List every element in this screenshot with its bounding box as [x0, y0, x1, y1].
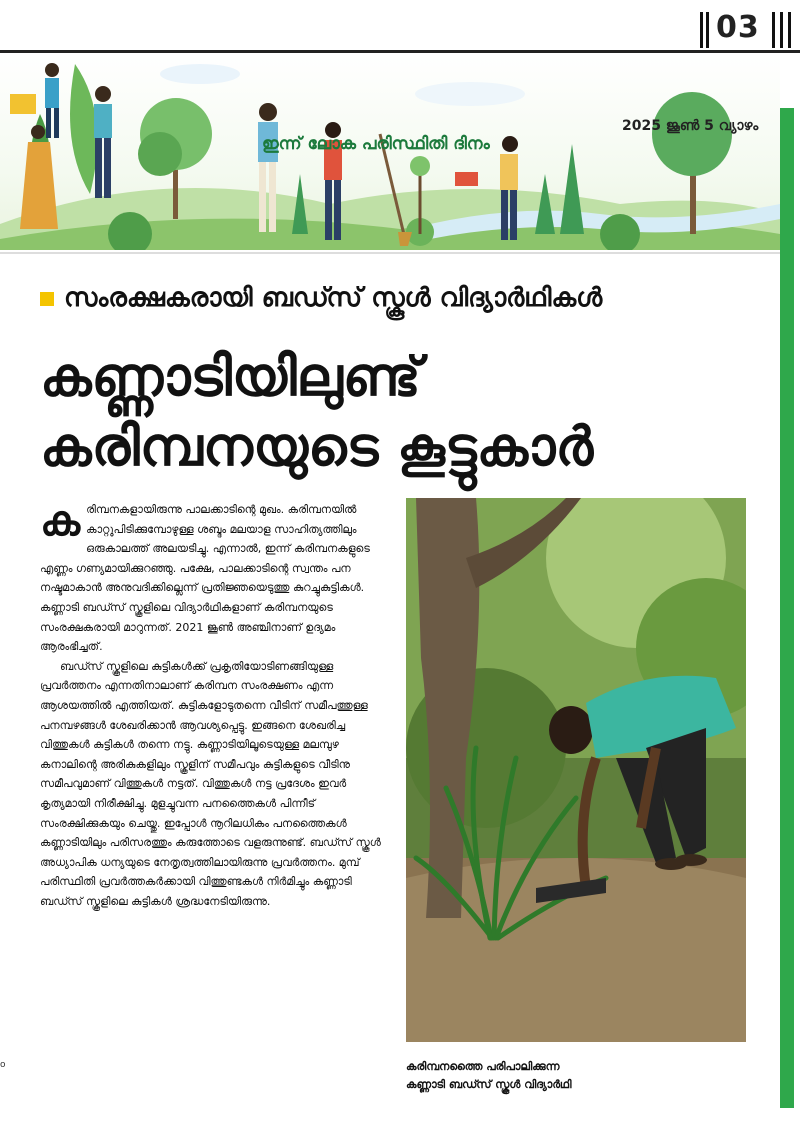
photo-caption	[406, 1058, 746, 1094]
kicker-square-icon	[40, 292, 54, 306]
drop-cap: ക	[40, 496, 81, 545]
article-kicker	[40, 283, 602, 314]
page-number-bar	[780, 12, 783, 48]
paragraph-1	[40, 496, 395, 657]
page-number-block	[696, 6, 800, 50]
banner-title: ഇന്ന് ലോക പരിസ്ഥിതി ദിനം	[262, 134, 490, 154]
page-number-bar	[700, 12, 703, 48]
caption-line-1: കരിമ്പനത്തൈ പരിപാലിക്കുന്ന	[406, 1060, 560, 1073]
margin-mark: o	[0, 1060, 6, 1070]
issue-date: 2025 ജൂൺ 5 വ്യാഴം	[622, 118, 759, 134]
headline-line-2: കരിമ്പനയുടെ കൂട്ടുകാർ	[40, 415, 594, 478]
page-number-bar	[788, 12, 791, 48]
paragraph-1-text: രിമ്പനകളായിരുന്നു പാലക്കാടിന്റെ മുഖം. കരിമ്പനയിൽ കാറ്റുപിടിക്കുമ്പോഴുള്ള ശബ്ദം മലയാള സാഹിത്യത്തിലും ഒരുകാലത്ത് അലയടിച്ചു. എന്നാൽ, ഇന്ന് കരിമ്പനകളുടെ എണ്ണം ഗണ്യമായിക്കുറഞ്ഞു. പക്ഷേ, പാലക്കാടിന്റെ സ്വന്തം പന നഷ്ടമാകാൻ അനുവദിക്കില്ലെന്ന് പ്രതിജ്ഞയെടുത്തു കുറച്ചുകുട്ടികൾ. കണ്ണാടി ബഡ്സ് സ്കൂളിലെ വിദ്യാർഥികളാണ് കരിമ്പനയുടെ സംരക്ഷകരായി മാറുന്നത്. 2021 ജൂൺ അഞ്ചിനാണ് ഉദ്യമം ആരംഭിച്ചത്.	[40, 503, 370, 654]
student-planting-photo	[406, 498, 746, 1042]
caption-line-2: കണ്ണാടി ബഡ്സ് സ്കൂൾ വിദ്യാർഥി	[406, 1078, 572, 1091]
paragraph-2: ബഡ്സ് സ്കൂളിലെ കുട്ടികൾക്ക് പ്രകൃതിയോടിണങ്ങിയുള്ള പ്രവർത്തനം എന്നതിനാലാണ് കരിമ്പന സംരക്ഷണം എന്ന ആശയത്തിൽ എത്തിയത്. കുട്ടികളോടുതന്നെ വീടിന് സമീപത്തുള്ള പനമ്പഴങ്ങൾ ശേഖരിക്കാൻ ആവശ്യപ്പെട്ടു. ഇങ്ങനെ ശേഖരിച്ച വിത്തുകൾ കുട്ടികൾ തന്നെ നട്ടു. കണ്ണാടിയിലൂടെയുള്ള മലമ്പുഴ കനാലിന്റെ അരികുകളിലും സ്കൂളിന് സമീപവും കുട്ടികളുടെ വീടിനു സമീപവുമാണ് വിത്തുകൾ നട്ടത്. വിത്തുകൾ നട്ട പ്രദേശം ഇവർ കൃത്യമായി നിരീക്ഷിച്ചു. മുളച്ചുവന്ന പനത്തൈകൾ പിന്നീട് സംരക്ഷിക്കുകയും ചെയ്തു. ഇപ്പോൾ നൂറിലധികം പനത്തൈകൾ കണ്ണാടിയിലും പരിസരത്തും കരുത്തോടെ വളരുന്നുണ്ട്. ബഡ്സ് സ്കൂൾ അധ്യാപിക ധന്യയുടെ നേതൃത്വത്തിലായിരുന്നു പ്രവർത്തനം. മുമ്പ് പരിസ്ഥിതി പ്രവർത്തകർക്കായി വിത്തുണ്ടകൾ നിർമിച്ചും കണ്ണാടി ബഡ്സ് സ്കൂളിലെ കുട്ടികൾ ശ്രദ്ധനേടിയിരുന്നു.	[40, 659, 381, 908]
environment-day-banner	[0, 54, 780, 250]
top-rule	[0, 50, 800, 53]
article-photo	[406, 498, 746, 1042]
article-body	[40, 496, 395, 911]
banner-divider	[0, 252, 780, 254]
page-number: 03	[716, 10, 760, 45]
green-side-bar	[780, 108, 794, 1108]
kicker-text: സംരക്ഷകരായി ബഡ്സ് സ്കൂൾ വിദ്യാർഥികൾ	[64, 283, 603, 313]
page-number-bar	[706, 12, 709, 48]
headline-line-1: കണ്ണാടിയിലുണ്ട്	[40, 345, 421, 408]
page-number-bar	[772, 12, 775, 48]
